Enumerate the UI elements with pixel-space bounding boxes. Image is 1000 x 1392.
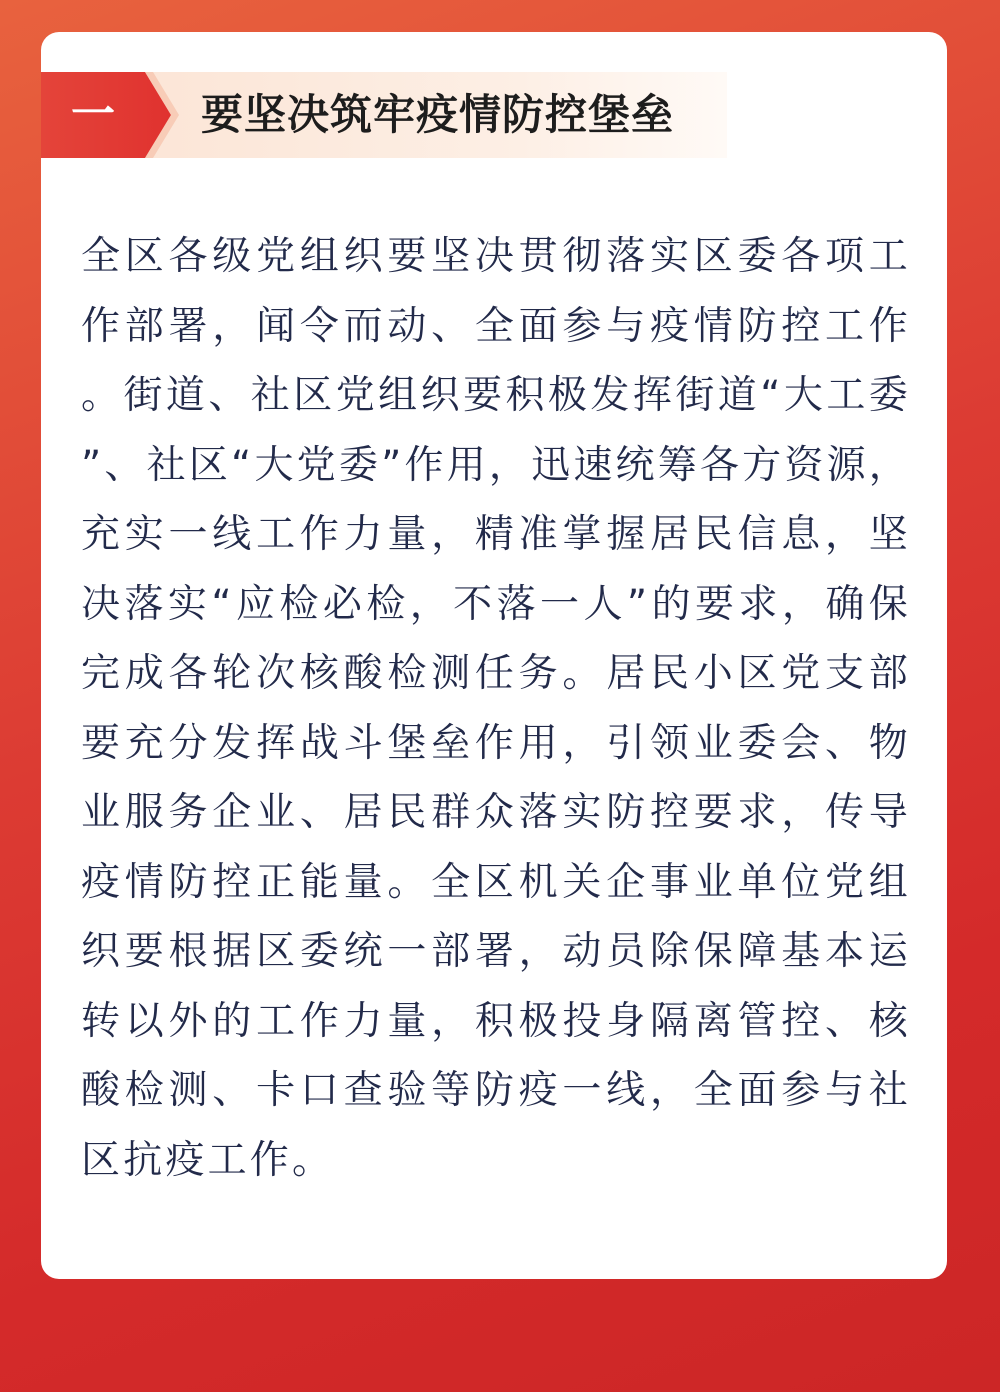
- body-paragraph: 全区各级党组织要坚决贯彻落实区委各项工作部署，闻令而动、全面参与疫情防控工作。街道、社区党组织要积极发挥街道“大工委”、社区“大党委”作用，迅速统筹各方资源，充实一线工作力量，精准掌握居民信息，坚决落实“应检必检，不落一人”的要求，确保完成各轮次核酸检测任务。居民小区党支部要充分发挥战斗堡垒作用，引领业委会、物业服务企业、居民群众落实防控要求，传导疫情防控正能量。全区机关企事业单位党组织要根据区委统一部署，动员除保障基本运转以外的工作力量，积极投身隔离管控、核酸检测、卡口查验等防疫一线，全面参与社区抗疫工作。: [81, 234, 911, 1183]
- content-card: [41, 32, 947, 1279]
- section-number: 一: [71, 89, 115, 140]
- section-title: 要坚决筑牢疫情防控堡垒: [201, 90, 675, 139]
